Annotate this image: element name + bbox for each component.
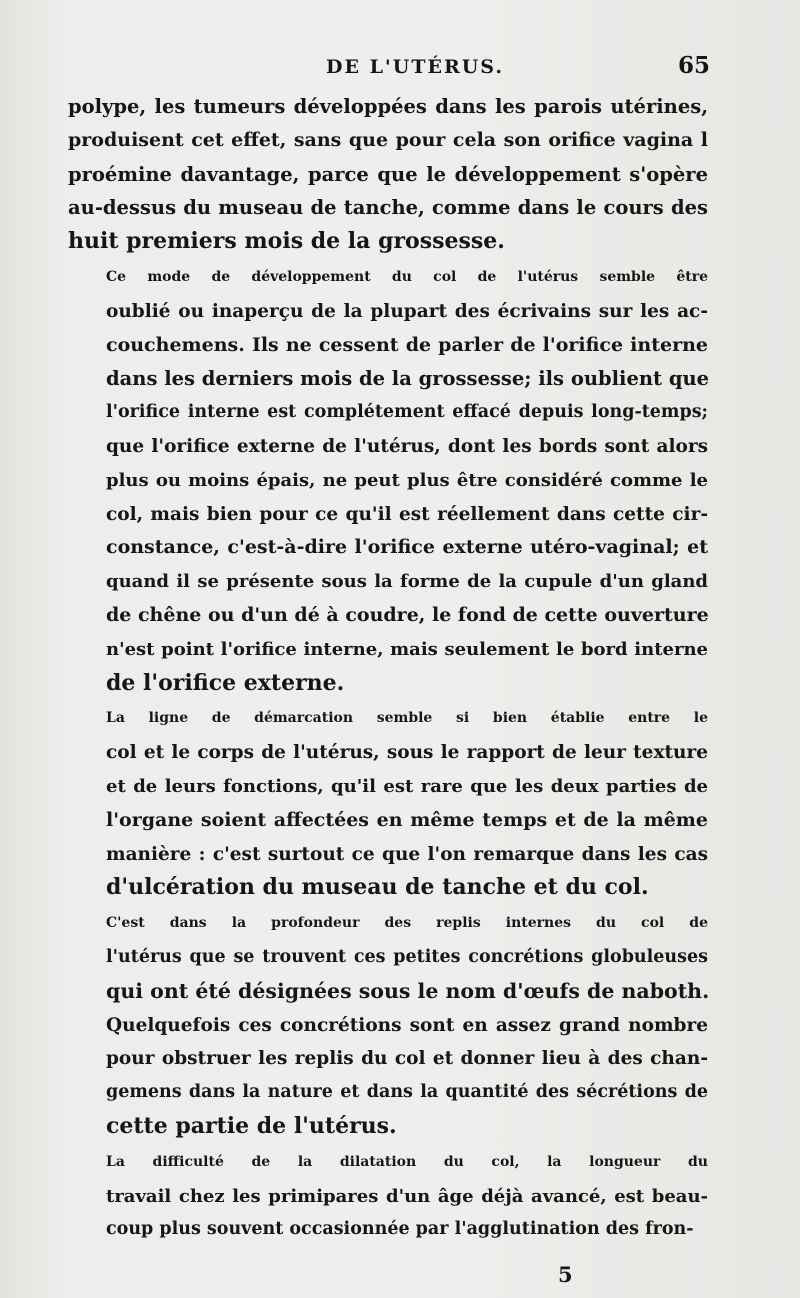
text-line: couchemens. Ils ne cessent de parler de l'orifice interne [106,333,708,356]
text-line: oublié ou inaperçu de la plupart des écrivains sur les ac- [106,300,708,322]
paragraph-2 [68,261,708,700]
text-line: au-dessus du museau de tanche, comme dans le cours des [68,196,708,220]
text-line: l'orifice interne est complétement effacé depuis long-temps; [106,402,708,423]
text-line: n'est point l'orifice interne, mais seulement le bord interne [106,638,708,660]
text-line: manière : c'est surtout ce que l'on remarque dans les cas [106,843,708,865]
text-line: constance, c'est-à-dire l'orifice externe utéro-vaginal; et [106,536,708,559]
text-line: de l'orifice externe. [106,669,345,696]
text-line: de chêne ou d'un dé à coudre, le fond de cette ouverture [106,603,709,626]
text-line: C'est dans la profondeur des replis internes du col de [106,915,708,932]
paragraph-1 [68,90,708,259]
text-line: Ce mode de développement du col de l'utérus semble être [106,268,708,285]
text-line: l'utérus que se trouvent ces petites concrétions globuleuses [106,946,708,967]
text-line: pour obstruer les replis du col et donner lieu à des chan- [106,1048,708,1070]
text-line: La ligne de démarcation semble si bien établie entre le [106,710,708,727]
text-line: produisent cet effet, sans que pour cela son orifice vagina l [68,128,708,151]
text-line: quand il se présente sous la forme de la cupule d'un gland [106,571,708,593]
text-line: l'organe soient affectées en même temps et de la même [106,808,708,831]
paragraph-5 [68,1146,708,1247]
text-line: proémine davantage, parce que le développement s'opère [68,162,708,186]
text-line: col et le corps de l'utérus, sous le rapport de leur texture [106,742,708,764]
text-line: dans les derniers mois de la grossesse; ils oublient que [106,367,710,391]
text-line: gemens dans la nature et dans la quantité des sécrétions de [106,1082,708,1103]
text-line: La difficulté de la dilatation du col, la longueur du [106,1153,708,1170]
text-line: huit premiers mois de la grossesse. [68,228,505,255]
text-line: travail chez les primipares d'un âge déjà avancé, est beau- [106,1185,708,1207]
text-line: d'ulcération du museau de tanche et du col. [106,874,649,901]
text-line: qui ont été désignées sous le nom d'œufs de naboth. [106,978,710,1003]
text-line: polype, les tumeurs développées dans les parois utérines, [68,95,708,118]
text-line: que l'orifice externe de l'utérus, dont les bords sont alors [106,435,708,457]
paragraph-4 [68,907,708,1144]
signature-mark: 5 [558,1262,573,1287]
page-header [0,50,800,80]
text-line: et de leurs fonctions, qu'il est rare que les deux parties de [106,775,708,797]
text-line: Quelquefois ces concrétions sont en assez grand nombre [106,1014,708,1036]
paragraph-3 [68,702,708,905]
text-line: coup plus souvent occasionnée par l'agglutination des fron- [106,1219,694,1240]
text-line: cette partie de l'utérus. [106,1112,397,1139]
page-number: 65 [678,52,711,79]
text-line: plus ou moins épais, ne peut plus être considéré comme le [106,469,708,491]
body-text [68,90,708,1249]
running-title: DE L'UTÉRUS. [326,56,504,78]
text-line: col, mais bien pour ce qu'il est réellement dans cette cir- [106,503,708,525]
